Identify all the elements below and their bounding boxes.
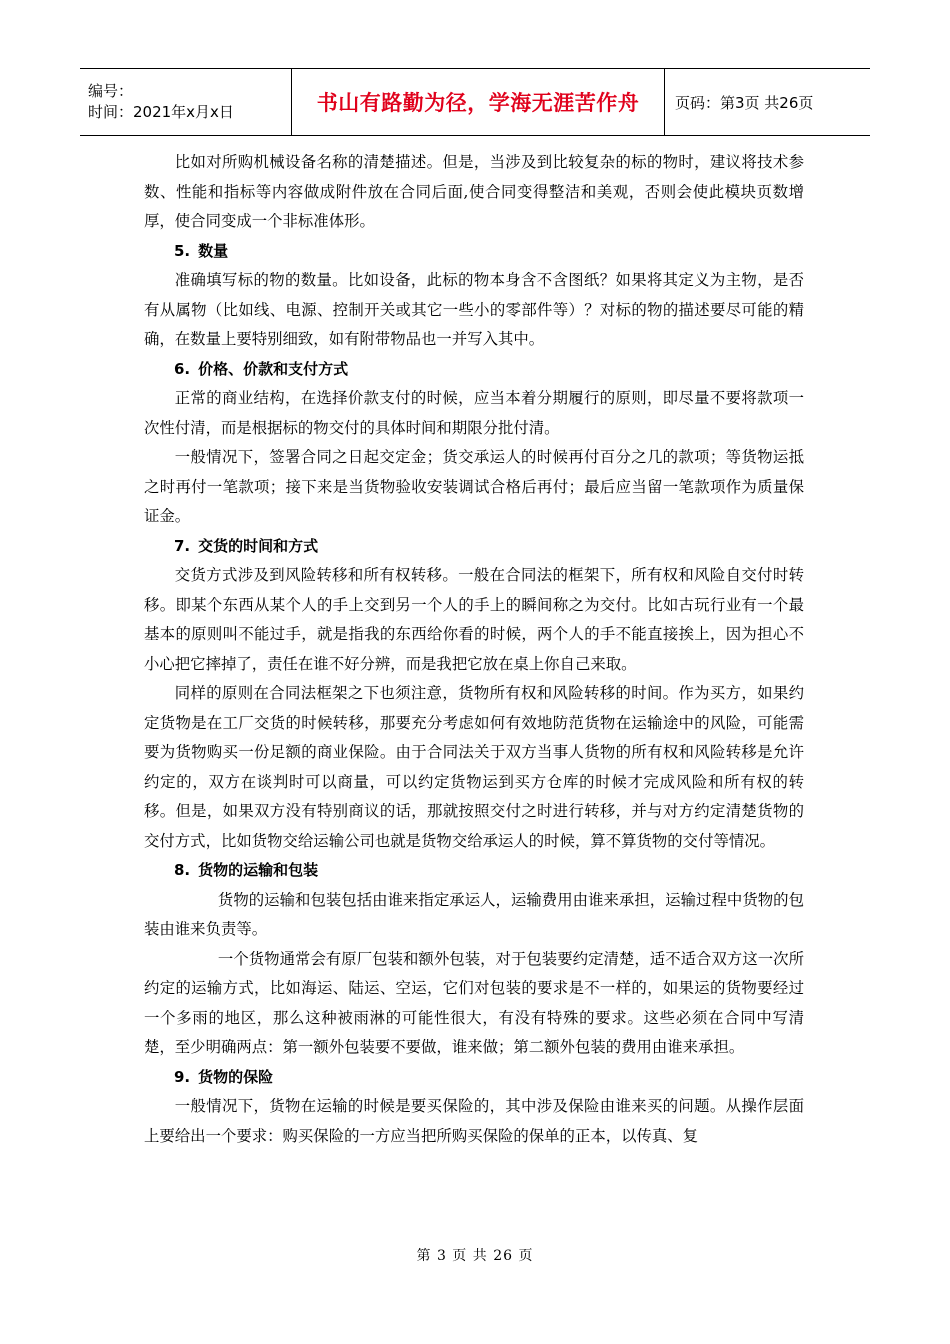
body-paragraph: 同样的原则在合同法框架之下也须注意，货物所有权和风险转移的时间。作为买方，如果约定货物是在工厂交货的时候转移，那要充分考虑如何有效地防范货物在运输途中的风险，可能需要为货物购买一份足额的商业保险。由于合同法关于双方当事人货物的所有权和风险转移是允许约定的，双方在谈判时可以商量，可以约定货物运到买方仓库的时候才完成风险和所有权的转移。但是，如果双方没有特别商议的话，那就按照交付之时进行转移，并与对方约定清楚货物的交付方式，比如货物交给运输公司也就是货物交给承运人的时候，算不算货物的交付等情况。 [144, 684, 804, 850]
section-number: 5. [174, 241, 191, 260]
body-paragraph: 货物的运输和包装包括由谁来指定承运人，运输费用由谁来承担，运输过程中货物的包装由谁来负责等。 [144, 890, 804, 938]
section-number: 9. [174, 1067, 191, 1086]
section-heading [144, 355, 804, 385]
section-title: 货物的保险 [198, 1067, 274, 1086]
section-number: 8. [174, 861, 191, 879]
section-heading [144, 237, 804, 267]
body-paragraph: 比如对所购机械设备名称的清楚描述。但是，当涉及到比较复杂的标的物时，建议将技术参数、性能和指标等内容做成附件放在合同后面,使合同变得整洁和美观，否则会使此模块页数增厚，使合同变成一个非标准体形。 [144, 153, 804, 230]
date-label: 时间：2021年x月x日 [88, 103, 234, 121]
section-number: 7. [174, 536, 191, 555]
body-paragraph: 准确填写标的物的数量。比如设备，此标的物本身含不含图纸？如果将其定义为主物，是否有从属物（比如线、电源、控制开关或其它一些小的零部件等）？对标的物的描述要尽可能的精确，在数量上要特别细致，如有附带物品也一并写入其中。 [144, 271, 804, 348]
page-footer: 第 3 页 共 26 页 [416, 1248, 534, 1264]
body-paragraph: 正常的商业结构，在选择价款支付的时候，应当本着分期履行的原则，即尽量不要将款项一次性付清，而是根据标的物交付的具体时间和期限分批付清。 [144, 389, 804, 437]
code-label: 编号： [88, 82, 134, 100]
section-heading [144, 856, 804, 886]
section-title: 货物的运输和包装 [198, 861, 319, 879]
document-header [80, 68, 870, 136]
section-title: 价格、价款和支付方式 [198, 359, 349, 378]
section-number: 6. [174, 359, 191, 378]
section-heading [144, 1063, 804, 1093]
body-paragraph: 一般情况下，货物在运输的时候是要买保险的，其中涉及保险由谁来买的问题。从操作层面上要给出一个要求：购买保险的一方应当把所购买保险的保单的正本，以传真、复 [144, 1097, 804, 1145]
section-heading [144, 532, 804, 562]
header-motto: 书山有路勤为径，学海无涯苦作舟 [292, 69, 665, 136]
body-paragraph: 一个货物通常会有原厂包装和额外包装，对于包装要约定清楚，适不适合双方这一次所约定的运输方式，比如海运、陆运、空运，它们对包装的要求是不一样的，如果运的货物要经过一个多雨的地区，那么这种被雨淋的可能性很大，有没有特殊的要求。这些必须在合同中写清楚，至少明确两点：第一额外包装要不要做，谁来做；第二额外包装的费用由谁来承担。 [144, 949, 804, 1056]
body-paragraph: 一般情况下，签署合同之日起交定金；货交承运人的时候再付百分之几的款项；等货物运抵之时再付一笔款项；接下来是当货物验收安装调试合格后再付；最后应当留一笔款项作为质量保证金。 [144, 448, 804, 525]
section-title: 交货的时间和方式 [198, 536, 319, 555]
section-title: 数量 [198, 241, 229, 260]
header-page-info: 页码：第3页 共26页 [665, 69, 871, 136]
header-meta [80, 69, 292, 136]
document-body [144, 148, 804, 1151]
body-paragraph: 交货方式涉及到风险转移和所有权转移。一般在合同法的框架下，所有权和风险自交付时转移。即某个东西从某个人的手上交到另一个人的手上的瞬间称之为交付。比如古玩行业有一个最基本的原则叫不能过手，就是指我的东西给你看的时候，两个人的手不能直接挨上，因为担心不小心把它摔掉了，责任在谁不好分辨，而是我把它放在桌上你自己来取。 [144, 566, 804, 673]
